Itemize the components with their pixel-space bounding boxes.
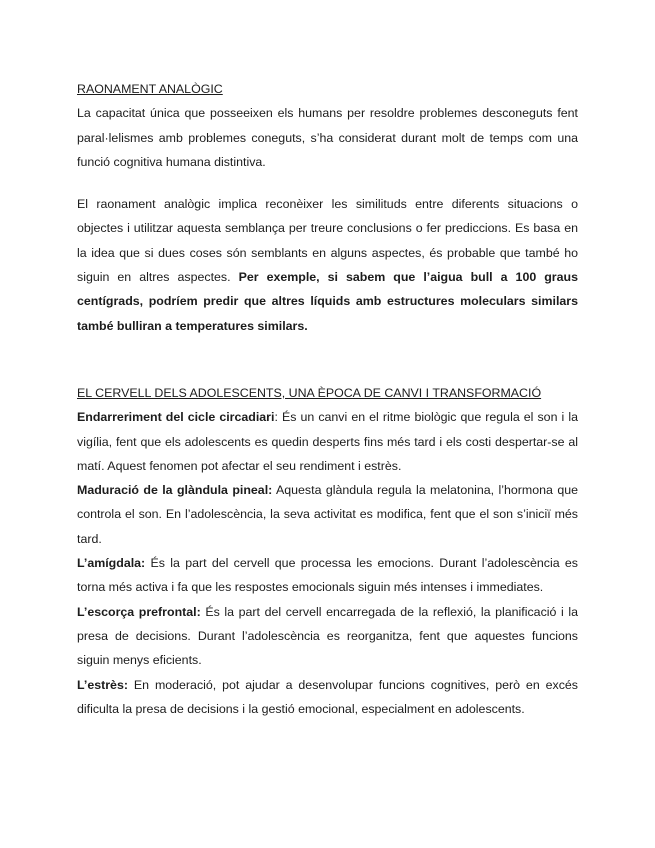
item-term: Maduració de la glàndula pineal: [77, 483, 273, 498]
paragraph-text: El raonament analògic implica reconèixer les similituds entre diferents situacions o objectes i utilitzar aquesta semblança per treure conclusions o fer prediccions. Es basa en la idea que si dues coses són semblants en alguns aspectes, és probable que també ho siguin en altres aspectes. [77, 197, 578, 285]
brain-item-amygdala [77, 551, 578, 600]
brain-item-pineal [77, 478, 578, 551]
section-title-adolescent-brain: EL CERVELL DELS ADOLESCENTS, UNA ÈPOCA DE CANVI I TRANSFORMACIÓ [77, 385, 542, 400]
spacer [77, 338, 578, 381]
item-term: L’escorça prefrontal: [77, 604, 201, 619]
item-text: En moderació, pot ajudar a desenvolupar funcions cognitives, però en excés dificulta la presa de decisions i la gestió emocional, especialment en adolescents. [77, 677, 578, 716]
paragraph-example-bold: Per exemple, si sabem que l’aigua bull a 100 graus centígrads, podríem predir que altres líquids amb estructures moleculars similars també bulliran a temperatures similars. [77, 270, 578, 333]
section-title-analogic-reasoning: RAONAMENT ANALÒGIC [77, 82, 223, 96]
document-body [77, 77, 578, 721]
brain-item-circadian [77, 405, 578, 478]
item-text: : És un canvi en el ritme biològic que regula el son i la vigília, fent que els adolescents es quedin desperts fins més tard i els costi despertar-se al matí. Aquest fenomen pot afectar el seu rendiment i estrès. [77, 410, 578, 473]
item-term: Endarreriment del cicle circadiari [77, 410, 275, 425]
brain-item-stress [77, 673, 578, 722]
paragraph-analogic-definition [77, 192, 578, 338]
item-term: L’estrès: [77, 677, 128, 692]
item-term: L’amígdala: [77, 556, 146, 571]
brain-item-prefrontal [77, 600, 578, 673]
item-text: És la part del cervell que processa les emocions. Durant l’adolescència es torna més activa i fa que les respostes emocionals siguin més intenses i immediates. [77, 556, 578, 595]
spacer [77, 174, 578, 192]
paragraph-intro: La capacitat única que posseeixen els humans per resoldre problemes desconeguts fent paral·lelismes amb problemes coneguts, s’ha considerat durant molt de temps com una funció cognitiva humana distintiva. [77, 106, 578, 169]
item-text: És la part del cervell encarregada de la reflexió, la planificació i la presa de decisions. Durant l’adolescència es reorganitza, fent que aquestes funcions siguin menys eficients. [77, 604, 578, 668]
item-text: Aquesta glàndula regula la melatonina, l’hormona que controla el son. En l’adolescència, la seva activitat es modifica, fent que el son s’iniciï més tard. [77, 483, 578, 546]
